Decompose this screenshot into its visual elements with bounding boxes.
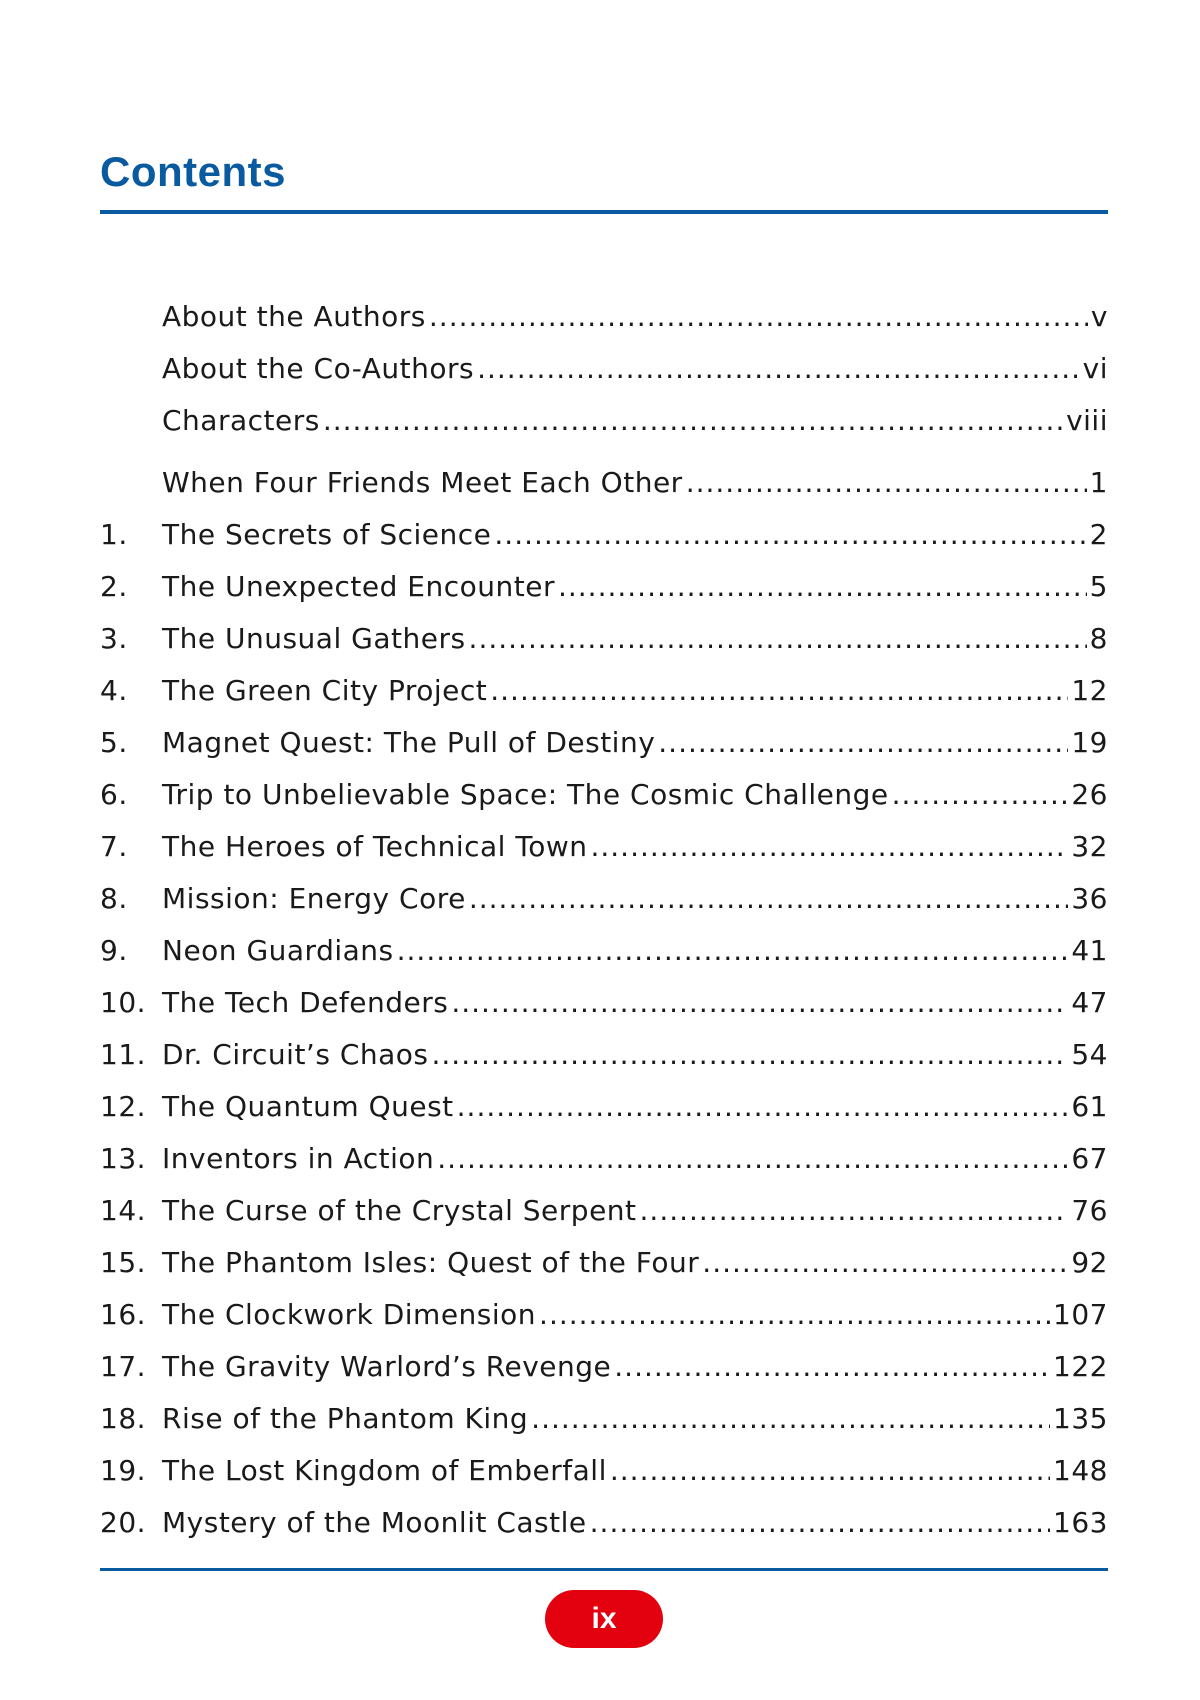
toc-entry-page: 135 <box>1053 1402 1108 1435</box>
toc-entry-page: vi <box>1082 352 1108 385</box>
toc-entry-title: Mission: Energy Core <box>162 882 466 915</box>
toc-entry <box>100 1298 1108 1350</box>
toc-entry-page: 32 <box>1071 830 1108 863</box>
toc-entry-page: v <box>1090 300 1108 333</box>
toc-entry-title: The Tech Defenders <box>162 986 449 1019</box>
toc-entry <box>100 674 1108 726</box>
toc-entry-title: The Unexpected Encounter <box>162 570 555 603</box>
toc-entry-number: 4. <box>100 674 128 707</box>
dot-leader <box>702 1246 1068 1279</box>
dot-leader <box>686 466 1087 499</box>
toc-entry-page: 47 <box>1071 986 1108 1019</box>
toc-entry-number: 18. <box>100 1402 147 1435</box>
toc-entry <box>100 622 1108 674</box>
toc-entry-title: The Unusual Gathers <box>162 622 466 655</box>
toc-entry <box>100 1090 1108 1142</box>
dot-leader <box>640 1194 1069 1227</box>
dot-leader <box>892 778 1069 811</box>
toc-entry <box>100 1350 1108 1402</box>
toc-entry <box>100 1246 1108 1298</box>
table-of-contents <box>100 300 1108 1558</box>
dot-leader <box>531 1402 1050 1435</box>
dot-leader <box>469 882 1069 915</box>
toc-entry-page: 26 <box>1071 778 1108 811</box>
dot-leader <box>457 1090 1069 1123</box>
toc-entry-title: The Phantom Isles: Quest of the Four <box>162 1246 700 1279</box>
toc-entry-title: The Green City Project <box>162 674 488 707</box>
dot-leader <box>658 726 1068 759</box>
toc-entry-title: Rise of the Phantom King <box>162 1402 529 1435</box>
dot-leader <box>397 934 1069 967</box>
toc-entry <box>100 1194 1108 1246</box>
toc-entry-number: 11. <box>100 1038 147 1071</box>
toc-entry-page: 8 <box>1089 622 1108 655</box>
toc-entry-page: viii <box>1066 404 1108 437</box>
toc-entry-number: 15. <box>100 1246 147 1279</box>
page-title: Contents <box>100 148 286 195</box>
toc-entry-title: Mystery of the Moonlit Castle <box>162 1506 587 1539</box>
toc-entry-title: The Lost Kingdom of Emberfall <box>162 1454 607 1487</box>
toc-entry-page: 61 <box>1071 1090 1108 1123</box>
toc-entry-title: Dr. Circuit’s Chaos <box>162 1038 429 1071</box>
toc-entry <box>100 1454 1108 1506</box>
dot-leader <box>590 1506 1050 1539</box>
toc-entry-number: 2. <box>100 570 128 603</box>
dot-leader <box>610 1454 1050 1487</box>
header-rule <box>100 210 1108 214</box>
toc-entry-title: Trip to Unbelievable Space: The Cosmic Challenge <box>162 778 889 811</box>
toc-entry-title: The Clockwork Dimension <box>162 1298 537 1331</box>
toc-entry <box>100 570 1108 622</box>
dot-leader <box>558 570 1087 603</box>
toc-entry <box>100 352 1108 404</box>
toc-entry-page: 41 <box>1071 934 1108 967</box>
toc-entry <box>100 466 1108 518</box>
toc-entry-number: 10. <box>100 986 147 1019</box>
toc-entry-number: 5. <box>100 726 128 759</box>
toc-entry <box>100 518 1108 570</box>
toc-entry-title: The Heroes of Technical Town <box>162 830 588 863</box>
toc-entry-page: 107 <box>1053 1298 1108 1331</box>
toc-entry <box>100 1402 1108 1454</box>
toc-entry-title: The Curse of the Crystal Serpent <box>162 1194 637 1227</box>
toc-entry-number: 13. <box>100 1142 147 1175</box>
toc-entry-number: 12. <box>100 1090 147 1123</box>
toc-entry-number: 20. <box>100 1506 147 1539</box>
toc-entry <box>100 830 1108 882</box>
dot-leader <box>451 986 1068 1019</box>
toc-entry-number: 16. <box>100 1298 147 1331</box>
toc-entry-page: 148 <box>1053 1454 1108 1487</box>
toc-entry-page: 12 <box>1071 674 1108 707</box>
dot-leader <box>432 1038 1069 1071</box>
page-number-badge: ix <box>545 1590 663 1648</box>
toc-entry <box>100 1038 1108 1090</box>
toc-entry-title: Neon Guardians <box>162 934 394 967</box>
toc-entry-number: 19. <box>100 1454 147 1487</box>
toc-entry-page: 163 <box>1053 1506 1108 1539</box>
toc-entry <box>100 934 1108 986</box>
toc-entry-page: 36 <box>1071 882 1108 915</box>
toc-entry-number: 8. <box>100 882 128 915</box>
toc-entry <box>100 986 1108 1038</box>
toc-entry-title: When Four Friends Meet Each Other <box>162 466 683 499</box>
toc-entry-title: Characters <box>162 404 320 437</box>
toc-entry-page: 1 <box>1089 466 1108 499</box>
toc-entry-number: 3. <box>100 622 128 655</box>
footer-rule <box>100 1568 1108 1571</box>
dot-leader <box>490 674 1068 707</box>
toc-entry <box>100 404 1108 456</box>
dot-leader <box>590 830 1068 863</box>
toc-entry-number: 14. <box>100 1194 147 1227</box>
toc-entry-title: Inventors in Action <box>162 1142 435 1175</box>
toc-entry-page: 92 <box>1071 1246 1108 1279</box>
dot-leader <box>437 1142 1068 1175</box>
toc-entry-number: 1. <box>100 518 128 551</box>
toc-entry-page: 2 <box>1089 518 1108 551</box>
toc-entry-page: 54 <box>1071 1038 1108 1071</box>
dot-leader <box>323 404 1063 437</box>
dot-leader <box>469 622 1087 655</box>
toc-entry-number: 9. <box>100 934 128 967</box>
toc-entry-title: The Secrets of Science <box>162 518 492 551</box>
toc-entry-title: The Quantum Quest <box>162 1090 454 1123</box>
toc-entry <box>100 300 1108 352</box>
toc-entry-number: 17. <box>100 1350 147 1383</box>
dot-leader <box>477 352 1080 385</box>
toc-entry-page: 76 <box>1071 1194 1108 1227</box>
dot-leader <box>614 1350 1050 1383</box>
toc-entry <box>100 1506 1108 1558</box>
toc-entry <box>100 1142 1108 1194</box>
toc-entry <box>100 778 1108 830</box>
toc-entry-title: About the Authors <box>162 300 426 333</box>
toc-entry <box>100 882 1108 934</box>
toc-entry-number: 7. <box>100 830 128 863</box>
dot-leader <box>539 1298 1050 1331</box>
toc-entry-page: 19 <box>1071 726 1108 759</box>
toc-entry-number: 6. <box>100 778 128 811</box>
toc-entry <box>100 726 1108 778</box>
toc-entry-title: The Gravity Warlord’s Revenge <box>162 1350 612 1383</box>
toc-entry-page: 122 <box>1053 1350 1108 1383</box>
toc-entry-title: Magnet Quest: The Pull of Destiny <box>162 726 656 759</box>
dot-leader <box>429 300 1088 333</box>
toc-entry-title: About the Co-Authors <box>162 352 475 385</box>
dot-leader <box>494 518 1086 551</box>
toc-entry-page: 5 <box>1089 570 1108 603</box>
toc-entry-page: 67 <box>1071 1142 1108 1175</box>
